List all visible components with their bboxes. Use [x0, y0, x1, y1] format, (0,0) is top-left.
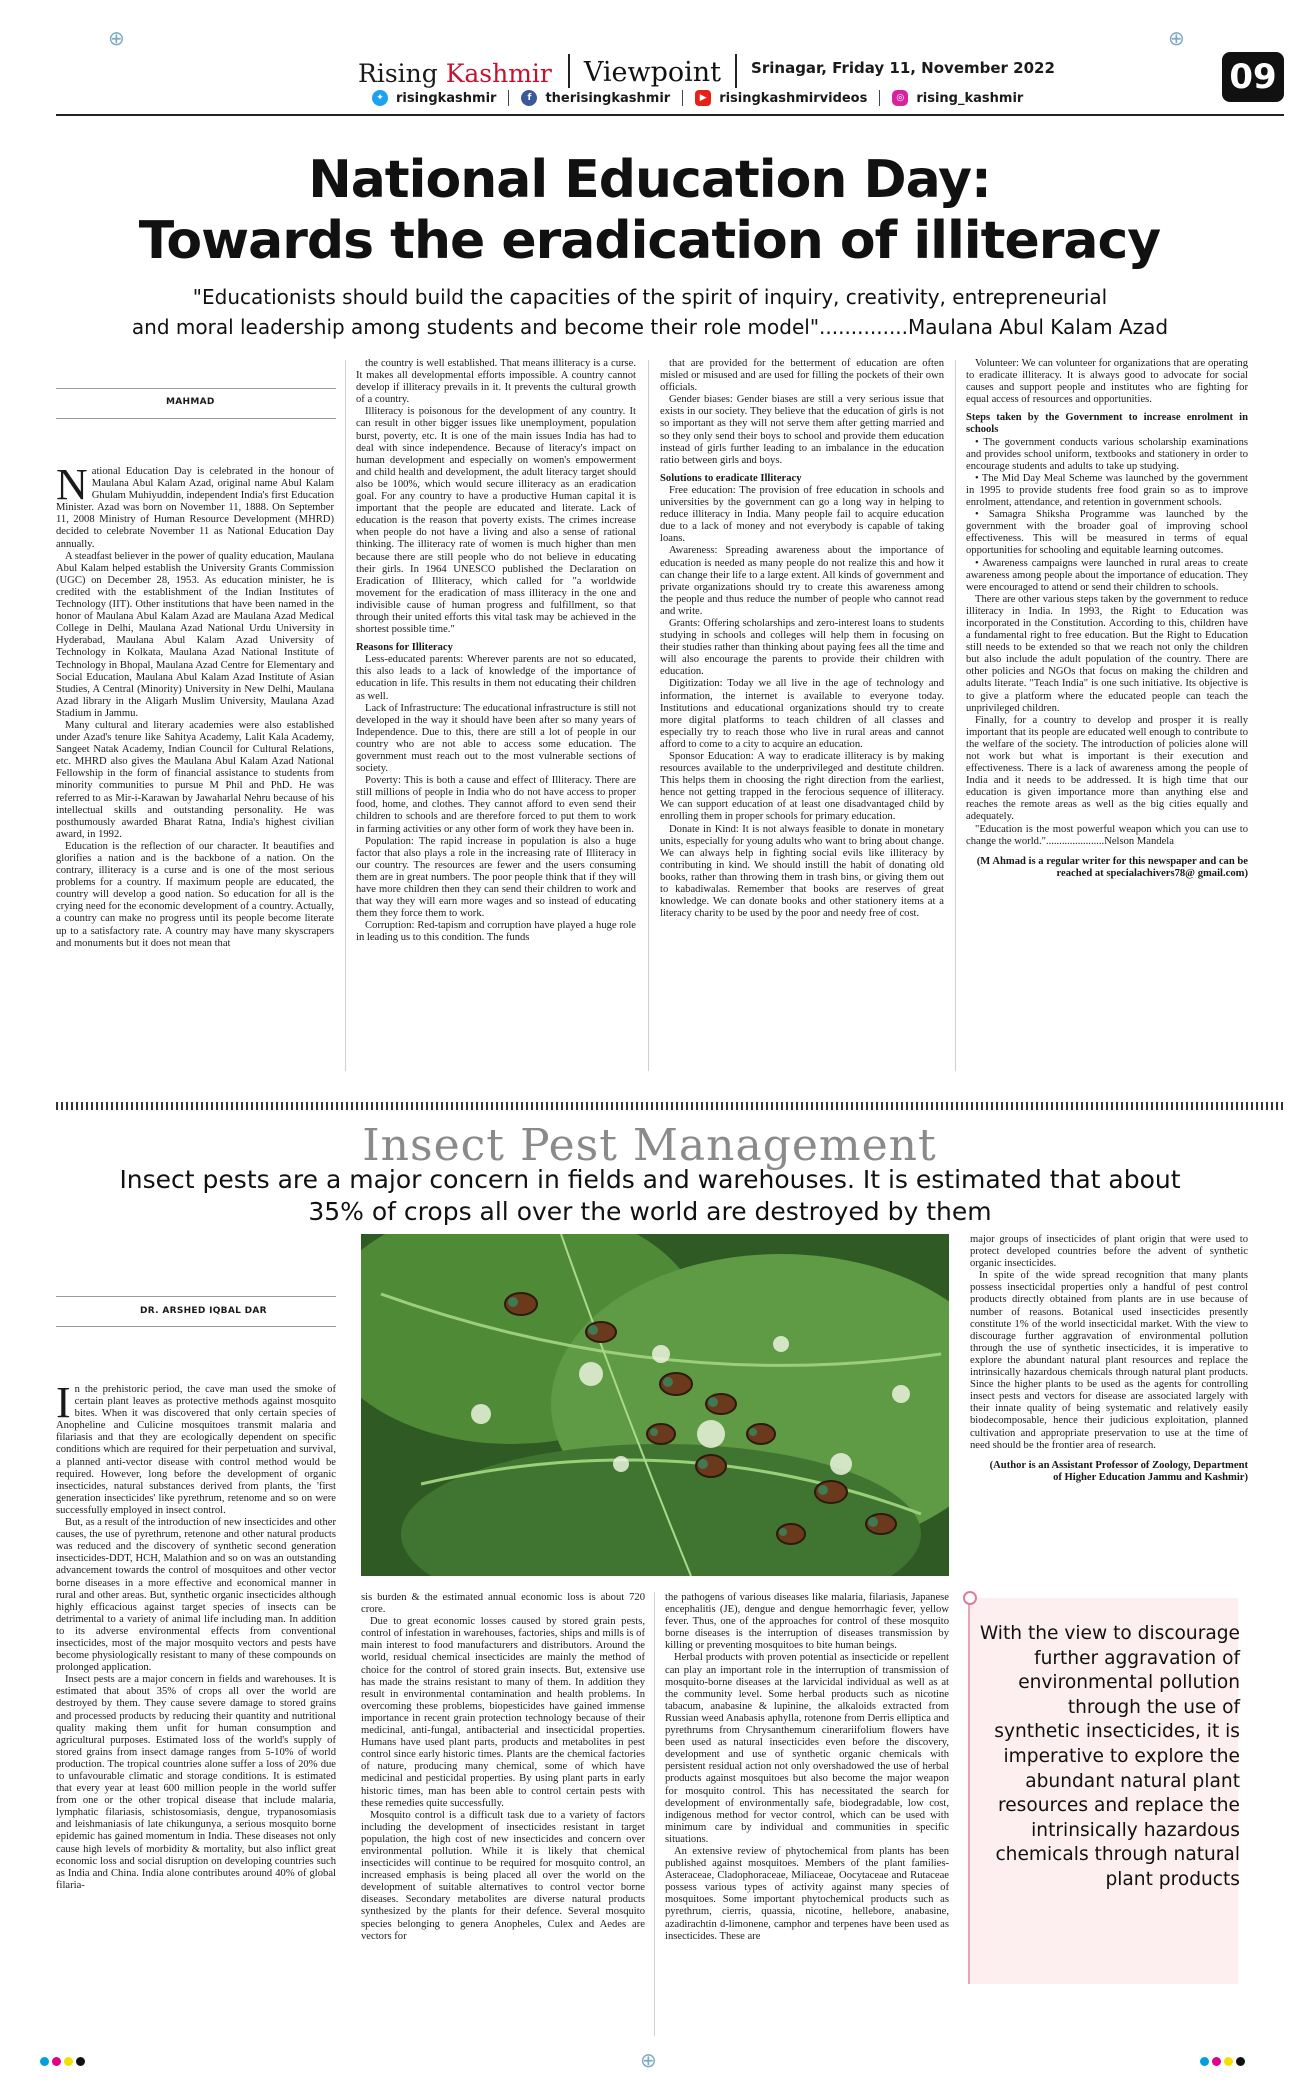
instagram-icon[interactable]: ◎: [892, 90, 908, 106]
beetles-on-leaf-photo: [361, 1234, 949, 1576]
article1-headline: National Education Day: Towards the eradication of illiteracy: [138, 150, 1161, 271]
section-separator: [56, 1102, 1284, 1110]
article1-deck: "Educationists should build the capacities of the spirit of inquiry, creativity, entrepreneurial and moral leadership among students and become their role model"..............Maulana Abul Kalam Azad: [131, 285, 1169, 339]
social-handle[interactable]: therisingkashmir: [545, 90, 671, 106]
youtube-icon[interactable]: ▶: [695, 90, 711, 106]
article1-byline: MAHMAD: [166, 397, 215, 407]
masthead-divider: [568, 54, 570, 88]
social-handles: [372, 90, 1023, 106]
pull-quote: [968, 1598, 1238, 1984]
registration-mark-top-left: ⊕: [108, 26, 125, 50]
brand-logo: Rising Kashmir: [358, 59, 552, 88]
byline-rule: [56, 1296, 336, 1297]
registration-mark-bottom: ⊕: [640, 2048, 657, 2072]
twitter-icon[interactable]: ✦: [372, 90, 388, 106]
column-divider: [648, 360, 649, 1071]
leaf-illustration: [361, 1234, 949, 1576]
article2-column-4: major groups of insecticides of plant origin that were used to protect developed countries before the advent of synthetic organic insecticides. In spite of the wide spread recognition that many plants possess insecticidal properties only a handful of pest control products directly obtained from plants are in use because of number of reasons. Botanical used insecticides presently constitute 1% of the world insecticidal market. With the view to discourage further aggravation of environmental pollution through the use of synthetic insecticides, it is imperative to explore the abundant natural plant resources and replace the intrinsically hazardous chemicals through natural plant products. Since the higher plants to be used as the agents for controlling insect pests and vectors for disease are associated largely with their innate quality of being systematic and relatively easily biodecomposable, hence their judicious exploitation, planned cultivation and appropriate preservation to use at the time of need should be the frontier area of research. (Author is an Assistant Professor of Zoology, Department of Higher Education Jammu and Kashmir): [970, 1234, 1248, 1483]
article1-signoff: (M Ahmad is a regular writer for this newspaper and can be reached at specialachivers78@ gmail.com): [976, 855, 1248, 879]
header-rule: [56, 114, 1284, 116]
article2-column-2: sis burden & the estimated annual economic loss is about 720 crore. Due to great economic losses caused by stored grain pests, control of infestation in warehouses, factories, ships and mills is of main interest to food manufacturers and distributors. Around the world, residual chemical insecticides are mainly the method of choice for the control of stored grain insects. But, extensive use has made the strains resistant to many of them. In addition they result in environmental contamination and health problems. In overcoming these problems, biopesticides have gained immense importance in recent grain protection technology because of their medicinal, anti-fungal, antibacterial and insecticidal properties. Humans have used plant parts, products and metabolites in pest control since early historic times. Plants are the chemical factories of nature, producing many chemical, some of which have medicinal and pesticidal properties. By using plant parts in early historic times, man has been able to control certain pests with these remedies quite successfully. Mosquito control is a difficult task due to a variety of factors including the development of insecticides resistant in target population, the high cost of new insecticides and concern over environmental pollution. While it is likely that chemical insecticides will continue to be required for mosquito control, an increased emphasis is being placed all over the world on the development of suitable alternatives to control vector borne diseases. Secondary metabolites are diverse natural products synthesized by the plants for their defence. Several mosquito species belonging to genera Anopheles, Culex and Aedes are vectors for: [361, 1592, 645, 1942]
dropcap: N: [56, 466, 88, 509]
registration-mark-top-right: ⊕: [1168, 26, 1185, 50]
dropcap: I: [56, 1384, 71, 1427]
social-handle[interactable]: rising_kashmir: [916, 90, 1024, 106]
quote-marker-icon: [963, 1591, 977, 1605]
facebook-icon[interactable]: f: [521, 90, 537, 106]
dateline: Srinagar, Friday 11, November 2022: [751, 59, 1055, 77]
article2-deck: Insect pests are a major concern in fields and warehouses. It is estimated that about 35% of crops all over the world are destroyed by them: [119, 1165, 1181, 1226]
social-handle[interactable]: risingkashmirvideos: [719, 90, 868, 106]
article2-signoff: (Author is an Assistant Professor of Zoology, Department of Higher Education Jammu and Kashmir): [989, 1459, 1248, 1483]
section-title: Viewpoint: [583, 57, 722, 88]
page-number: 09: [1222, 52, 1284, 102]
article2-byline: DR. ARSHED IQBAL DAR: [140, 1306, 267, 1316]
article1-column-4: Volunteer: We can volunteer for organizations that are operating to eradicate illiteracy. It is always good to advocate for social causes and support people and institutes who are fighting for equal access of resources and opportunities. Steps taken by the Government to increase enrolment in schools • The government conducts various scholarship examinations and provides school uniform, textbooks and stationery in order to encourage students and adults to take up studying. • The Mid Day Meal Scheme was launched by the government in 1995 to provide students free food grain so as to improve enrolment, attendance, and retention in government schools. • Samagra Shiksha Programme was launched by the government with the broader goal of improving school effectiveness. This will be measured in terms of equal opportunities for schooling and equitable learning outcomes. • Awareness campaigns were launched in rural areas to create awareness among people about the importance of education. They were encouraged to attend or send their children to schools. There are other various steps taken by the government to reduce illiteracy in India. In 1993, the Right to Education was incorporated in the Constitution. According to this, children have a fundamental right to free education. But the Right to Education still needs to be extended so that we reach not only the children but also include the adult population of the country. There are other policies and NGOs that focus on making the children and adults literate. "Teach India" is one such initiative. Its objective is to give a platform where the educated people can teach the unprivileged children. Finally, for a country to develop and prosper it is really important that its people are educated well enough to contribute to the welfare of the society. The introduction of policies alone will not work but what is important is their execution and effectiveness. There is a lack of awareness among the people of India and it needs to be addressed. It is high time that our education is given importance more than anything else and reaches the remote areas as well as the big cities equally and adequately. "Education is the most powerful weapon which you can use to change the world."......................Nelson Mandela (M Ahmad is a regular writer for this newspaper and can be reached at specialachivers78@ gmail.com): [966, 358, 1248, 879]
column-divider: [654, 1592, 655, 2036]
article1-column-3: that are provided for the betterment of education are often misled or misused and are used for filling the pockets of their own officials. Gender biases: Gender biases are still a very serious issue that exists in our society. They believe that the education of girls is not so important as they will not serve them after getting married and so they only send their boys to school and provide them education instead of girls further leading to an imbalance in the education ratio between girls and boys. Solutions to eradicate Illiteracy Free education: The provision of free education in schools and universities by the government can go a long way in helping to reduce illiteracy in India. Many people fail to acquire education due to a lack of money and not everybody is capable of taking loans. Awareness: Spreading awareness about the importance of education is needed as many people do not realize this and how it can change their life to a large extent. All kinds of government and private organizations should try to create this awareness among the people and thus reduce the number of people who cannot read and write. Grants: Offering scholarships and zero-interest loans to students studying in schools and colleges will help them in focusing on their studies rather than thinking about paying fees all the time and will also encourage the parents to provide their children with education. Digitization: Today we all live in the age of technology and information, the internet is available to everyone today. Institutions and educational organizations should try to create more digital platforms to teach children of all classes and especially try to reach those who live in rural areas and cannot afford to come to a city to acquire an education. Sponsor Education: A way to eradicate illiteracy is by making resources available to the underprivileged and destitute children. This helps them in choosing the right direction from the earliest, hence not getting trapped in the ferocious sequence of illiteracy. We can support education of at least one disadvantaged child by enrolling them in proper schools for primary education. Donate in Kind: It is not always feasible to donate in monetary units, especially for young adults who want to bring about change. We can always help in fighting social evils like illiteracy by contributing in kind. We should instill the habit of donating old books, rather than throwing them in trash bins, or giving them out to kabadiwalas. Remember that books are reserves of great knowledge. We can donate books and other stationery items at a literacy charity to be used by the poor and needy free of cost.: [660, 358, 944, 920]
print-color-bar-right: [1200, 2057, 1245, 2066]
print-color-bar-left: [40, 2057, 85, 2066]
column-divider: [955, 360, 956, 1071]
byline-rule: [56, 418, 336, 419]
divider: [879, 90, 880, 106]
article2-headline: Insect Pest Management: [362, 1120, 937, 1171]
divider: [682, 90, 683, 106]
pull-quote-text: With the view to discourage further aggravation of environmental pollution through the use of synthetic insecticides, it is imperative to explore the abundant natural plant resources and replace the intrinsically hazardous chemicals through natural plant products: [979, 1623, 1240, 1890]
article1-column-1: National Education Day is celebrated in the honour of Maulana Abul Kalam Azad, original name Abul Kalam Ghulam Muhiyuddin, independent India's first Education Minister. Azad was born on November 11, 1888. On September 11, 2008 Ministry of Human Resource Development (MHRD) decided to celebrate November 11 as National Education Day annually. A steadfast believer in the power of quality education, Maulana Abul Kalam helped establish the University Grants Commission (UGC) on December 28, 1953. As education minister, he is credited with the establishment of the Indian Institutes of Technology (IIT). Other institutions that have been named in the honor of Maulana Abul Kalam Azad are Maulana Azad Medical College in Delhi, Maulana Azad National Urdu University in Hyderabad, Maulana Abul Kalam Azad University of Technology in Kolkata, Maulana Azad National Institute of Technology in Bhopal, Maulana Azad Centre for Elementary and Social Education, Maulana Abul Kalam Azad Institute of Asian Studies, A Central (Minority) University in New Delhi, Maulana Azad library in the Aligarh Muslim University, Maulana Azad Stadium in Jammu. Many cultural and literary academies were also established under Azad's tenure like Sahitya Academy, Lalit Kala Academy, Sangeet Natak Academy, Indian Council for Cultural Relations, etc. MHRD also gives the Maulana Abul Kalam Azad National Fellowship in the form of financial assistance to students from minority communities to pursue M Phil and PhD. He was referred to as Mir-i-Karawan by Jawaharlal Nehru because of his intellectual skills and outstanding personality. He was posthumously awarded Bharat Ratna, India's highest civilian award, in 1992. Education is the reflection of our character. It beautifies and glorifies a nation and is the backbone of a nation. On the contrary, illiteracy is a curse and is one of the most serious problems for a country. If maximum people are educated, the country will develop a good nation. So education for all is the crying need for the economic development of a country. Actually, a country can make no progress until its people become literate up to a satisfactory rate. A country may have many skyscrapers and monuments but it does not mean that: [56, 466, 334, 949]
article2-column-1: In the prehistoric period, the cave man used the smoke of certain plant leaves as protective methods against mosquito bites. When it was discovered that only certain species of Anopheline and Culicine mosquitoes transmit malaria and filariasis and that they are ecologically dependent on specific conditions which are required for their perpetuation and survival, a planned anti-vector disease with control method would be required. However, long before the development of organic insecticides, natural substances derived from plants, the 'first generation insecticides' like pyrethrum, retenome and so on were successfully employed in insect control. But, as a result of the introduction of new insecticides and other causes, the use of pyrethrum, retenone and other natural products was reduced and the discovery of synthetic second generation insecticides-DDT, HCH, Malathion and so on was an outstanding advancement towards the control of mosquitoes and other vector borne diseases in a more effective and economical manner in rural and other areas. But, synthetic organic insecticides although highly efficacious against target species of insects can be detrimental to a variety of animal life including man. In addition to its adverse environmental effects from conventional insecticides, most of the major mosquito vectors and pests have become physiologically resistant to many of these compounds on prolonged application. Insect pests are a major concern in fields and warehouses. It is estimated that about 35% of crops all over the world are destroyed by them. They cause severe damage to stored grains and processed products by reducing their quantity and nutritional quality making them unfit for human consumption and agricultural purposes. Estimated loss of the world's supply of stored grains from insect damage ranges from 5-10% of world production. The tropical countries alone suffer a loss of 20% due to unfavourable climatic and storage conditions. It is estimated that every year at least 600 million people in the world suffer from one or the other tropical disease that include malaria, lymphatic filariasis, schistosomiasis, dengue, trypanosomiasis and leishmaniasis of late chikungunya, a serious mosquito borne epidemic has gained momentum in India. These diseases not only cause high levels of morbidity & mortality, but also inflict great economic loss and social disruption on developing countries such as India and China. India alone contributes around 40% of global filaria-: [56, 1384, 336, 1891]
masthead: [358, 48, 1218, 88]
column-divider: [345, 360, 346, 1071]
byline-rule: [56, 1326, 336, 1327]
masthead-divider: [735, 54, 737, 88]
divider: [508, 90, 509, 106]
social-handle[interactable]: risingkashmir: [396, 90, 497, 106]
article2-column-3: the pathogens of various diseases like malaria, filariasis, Japanese encephalitis (JE), dengue and dengue hemorrhagic fever, yellow fever. Thus, one of the approaches for control of these mosquito borne diseases is the interruption of diseases transmission by killing or preventing mosquitoes to bite human beings. Herbal products with proven potential as insecticide or repellent can play an important role in the interruption of transmission of mosquito-borne diseases at the larvicidal individual as well as at the community level. Some herbal products such as nicotine tabacum, anabasine & lupinine, the alkaloids extracted from Russian weed Anabasis aphylla, rotenone from Derris elliptica and pyrethrums from Chrysanthemum cinerariifolium flowers have been used as natural insecticides even before the discovery, development and use of synthetic organic chemicals with persistent residual action not only overshadowed the use of herbal products against mosquitoes but also become the major weapon for mosquito control. This has necessitated the search for development of environmentally safe, biodegradable, low cost, indigenous method for vector control, which can be used with minimum care by individual and communities in specific situations. An extensive review of phytochemical from plants has been published against mosquitoes. Members of the plant families- Asteraceae, Cladophoraceae, Miliaceae, Oocytaceae and Rutaceae possess various types of activity against many species of mosquitoes. Some important phytochemical products such as pyrethrum, cierris, quassia, nicotine, hellebore, anabasine, azadirachtin d-limonene, camphor and terpenes have been used as insecticides. These are: [665, 1592, 949, 1942]
byline-rule: [56, 388, 336, 389]
article1-column-2: the country is well established. That means illiteracy is a curse. It makes all developmental efforts impossible. A country cannot develop if illiteracy prevails in it. It prevents the cultural growth of a country. Illiteracy is poisonous for the development of any country. It can result in other bigger issues like unemployment, population burst, poverty, etc. It is one of the main issues India has had to deal with since independence. Because of literacy's impact on human development and especially on women's empowerment and child health and development, the adult literacy target should also be 100%, which would secure illiteracy as an eradication goal. For any country to have a productive Human capital it is important that the people are educated and literate. Lack of education is the reason that poverty exists. The crimes increase when people do not have a living and also a sense of rational thinking. The illiteracy rate of women is much higher than men because there are still people who do not believe in educating their girls. In 1964 UNESCO published the Declaration on Eradication of Illiteracy, which called for "a worldwide movement for the eradication of mass illiteracy in the one and indivisible cause of human progress and fulfillment, so that through their united efforts this vital task may be achieved in the shortest possible time." Reasons for Illiteracy Less-educated parents: Wherever parents are not so educated, this also leads to a lack of knowledge of the importance of education in life. This results in them not educating their children as well. Lack of Infrastructure: The educational infrastructure is still not developed in the way it should have been after so many years of Independence. Due to this, there are still a lot of people in our country who are not able to access some education. The government must reach out to the most vulnerable sections of society. Poverty: This is both a cause and effect of Illiteracy. There are still millions of people in India who do not have access to proper food, home, and clothes. They cannot afford to even send their children to schools and are therefore forced to put them to work in farming activities or any other form of work they have been in. Population: The rapid increase in population is also a huge factor that also plays a role in the increasing rate of Illiteracy in our country. The resources are fewer and the users consuming them are in great numbers. The poor people think that if they will have more children then they can send their children to work and that way they will earn more wages and so instead of educating them they force them to work. Corruption: Red-tapism and corruption have played a huge role in leading us to this condition. The funds: [356, 358, 636, 944]
